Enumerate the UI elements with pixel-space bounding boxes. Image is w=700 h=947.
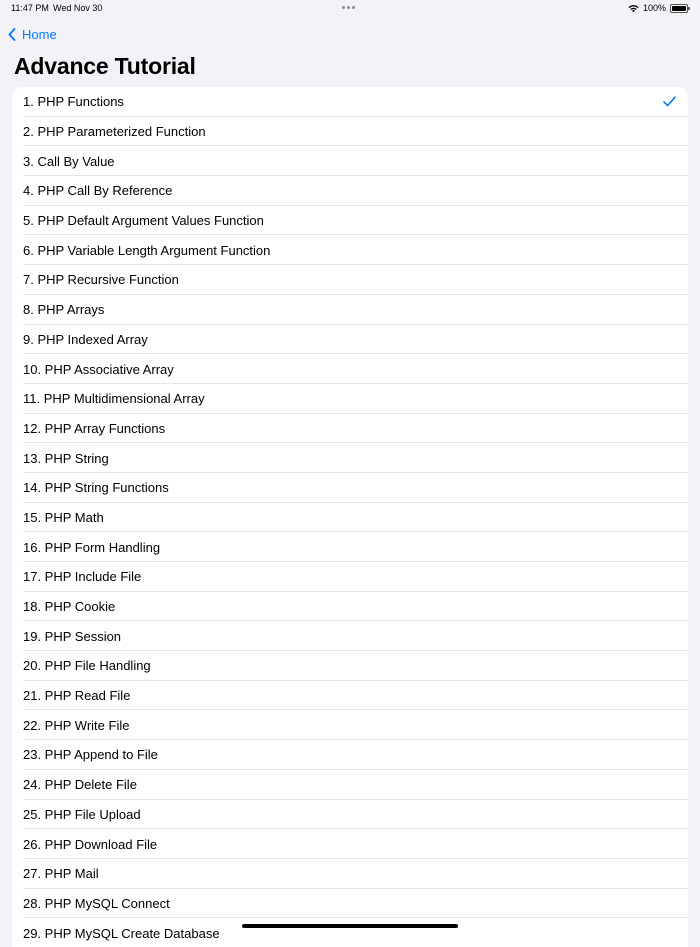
back-button-label: Home xyxy=(22,26,57,42)
list-item[interactable] xyxy=(12,651,688,681)
list-item-label: 17. PHP Include File xyxy=(23,569,142,585)
home-indicator[interactable] xyxy=(242,924,458,928)
list-item[interactable] xyxy=(12,354,688,384)
list-item[interactable] xyxy=(12,265,688,295)
list-item-label: 13. PHP String xyxy=(23,450,109,466)
status-date: Wed Nov 30 xyxy=(53,3,103,13)
status-indicators xyxy=(628,3,688,13)
list-item[interactable] xyxy=(12,176,688,206)
list-item-label: 25. PHP File Upload xyxy=(23,806,141,822)
list-item[interactable] xyxy=(12,829,688,859)
list-item[interactable] xyxy=(12,621,688,651)
list-item-label: 29. PHP MySQL Create Database xyxy=(23,925,220,941)
list-item-label: 8. PHP Arrays xyxy=(23,302,105,318)
list-item-label: 19. PHP Session xyxy=(23,628,122,644)
list-item-label: 12. PHP Array Functions xyxy=(23,420,166,436)
list-item[interactable] xyxy=(12,740,688,770)
chevron-left-icon xyxy=(8,28,16,41)
list-item-label: 16. PHP Form Handling xyxy=(23,539,161,555)
list-item[interactable] xyxy=(12,681,688,711)
list-item[interactable] xyxy=(12,117,688,147)
checkmark-icon xyxy=(663,96,676,107)
list-item-label: 7. PHP Recursive Function xyxy=(23,272,179,288)
list-item[interactable] xyxy=(12,295,688,325)
list-item-label: 11. PHP Multidimensional Array xyxy=(23,391,205,407)
list-item-label: 18. PHP Cookie xyxy=(23,599,116,615)
list-item-label: 27. PHP Mail xyxy=(23,866,99,882)
list-item-label: 23. PHP Append to File xyxy=(23,747,158,763)
multitasking-dots-icon[interactable] xyxy=(342,6,355,9)
list-item[interactable] xyxy=(12,384,688,414)
list-item-label: 6. PHP Variable Length Argument Function xyxy=(23,242,271,258)
list-item-label: 21. PHP Read File xyxy=(23,688,131,704)
list-item-label: 3. Call By Value xyxy=(23,153,115,169)
list-item[interactable] xyxy=(12,503,688,533)
list-item-label: 4. PHP Call By Reference xyxy=(23,183,173,199)
list-item[interactable] xyxy=(12,562,688,592)
list-item-label: 24. PHP Delete File xyxy=(23,777,137,793)
list-item[interactable] xyxy=(12,710,688,740)
status-bar xyxy=(0,0,700,18)
list-item-label: 10. PHP Associative Array xyxy=(23,361,174,377)
list-item[interactable] xyxy=(12,235,688,265)
back-button[interactable] xyxy=(8,25,57,43)
battery-icon xyxy=(670,4,688,13)
list-item[interactable] xyxy=(12,918,688,947)
list-item[interactable] xyxy=(12,770,688,800)
list-item[interactable] xyxy=(12,146,688,176)
list-item-label: 9. PHP Indexed Array xyxy=(23,331,148,347)
tutorial-list xyxy=(12,87,688,947)
list-item[interactable] xyxy=(12,592,688,622)
list-item[interactable] xyxy=(12,532,688,562)
list-item[interactable] xyxy=(12,800,688,830)
list-item[interactable] xyxy=(12,206,688,236)
battery-percentage: 100% xyxy=(642,3,666,13)
list-item-label: 1. PHP Functions xyxy=(23,94,124,110)
wifi-icon xyxy=(628,4,639,13)
page-title: Advance Tutorial xyxy=(14,53,196,79)
status-time: 11:47 PM xyxy=(11,3,49,13)
list-item-label: 20. PHP File Handling xyxy=(23,658,151,674)
list-item-label: 2. PHP Parameterized Function xyxy=(23,124,206,140)
list-item[interactable] xyxy=(12,325,688,355)
list-item-label: 5. PHP Default Argument Values Function xyxy=(23,213,264,229)
list-item[interactable] xyxy=(12,443,688,473)
list-item[interactable] xyxy=(12,414,688,444)
list-item-label: 28. PHP MySQL Connect xyxy=(23,895,170,911)
list-item[interactable] xyxy=(12,87,688,117)
list-item-label: 15. PHP Math xyxy=(23,509,104,525)
list-item-label: 14. PHP String Functions xyxy=(23,480,169,496)
list-item-label: 26. PHP Download File xyxy=(23,836,158,852)
list-item-label: 22. PHP Write File xyxy=(23,717,130,733)
list-item[interactable] xyxy=(12,859,688,889)
list-item[interactable] xyxy=(12,889,688,919)
list-item[interactable] xyxy=(12,473,688,503)
